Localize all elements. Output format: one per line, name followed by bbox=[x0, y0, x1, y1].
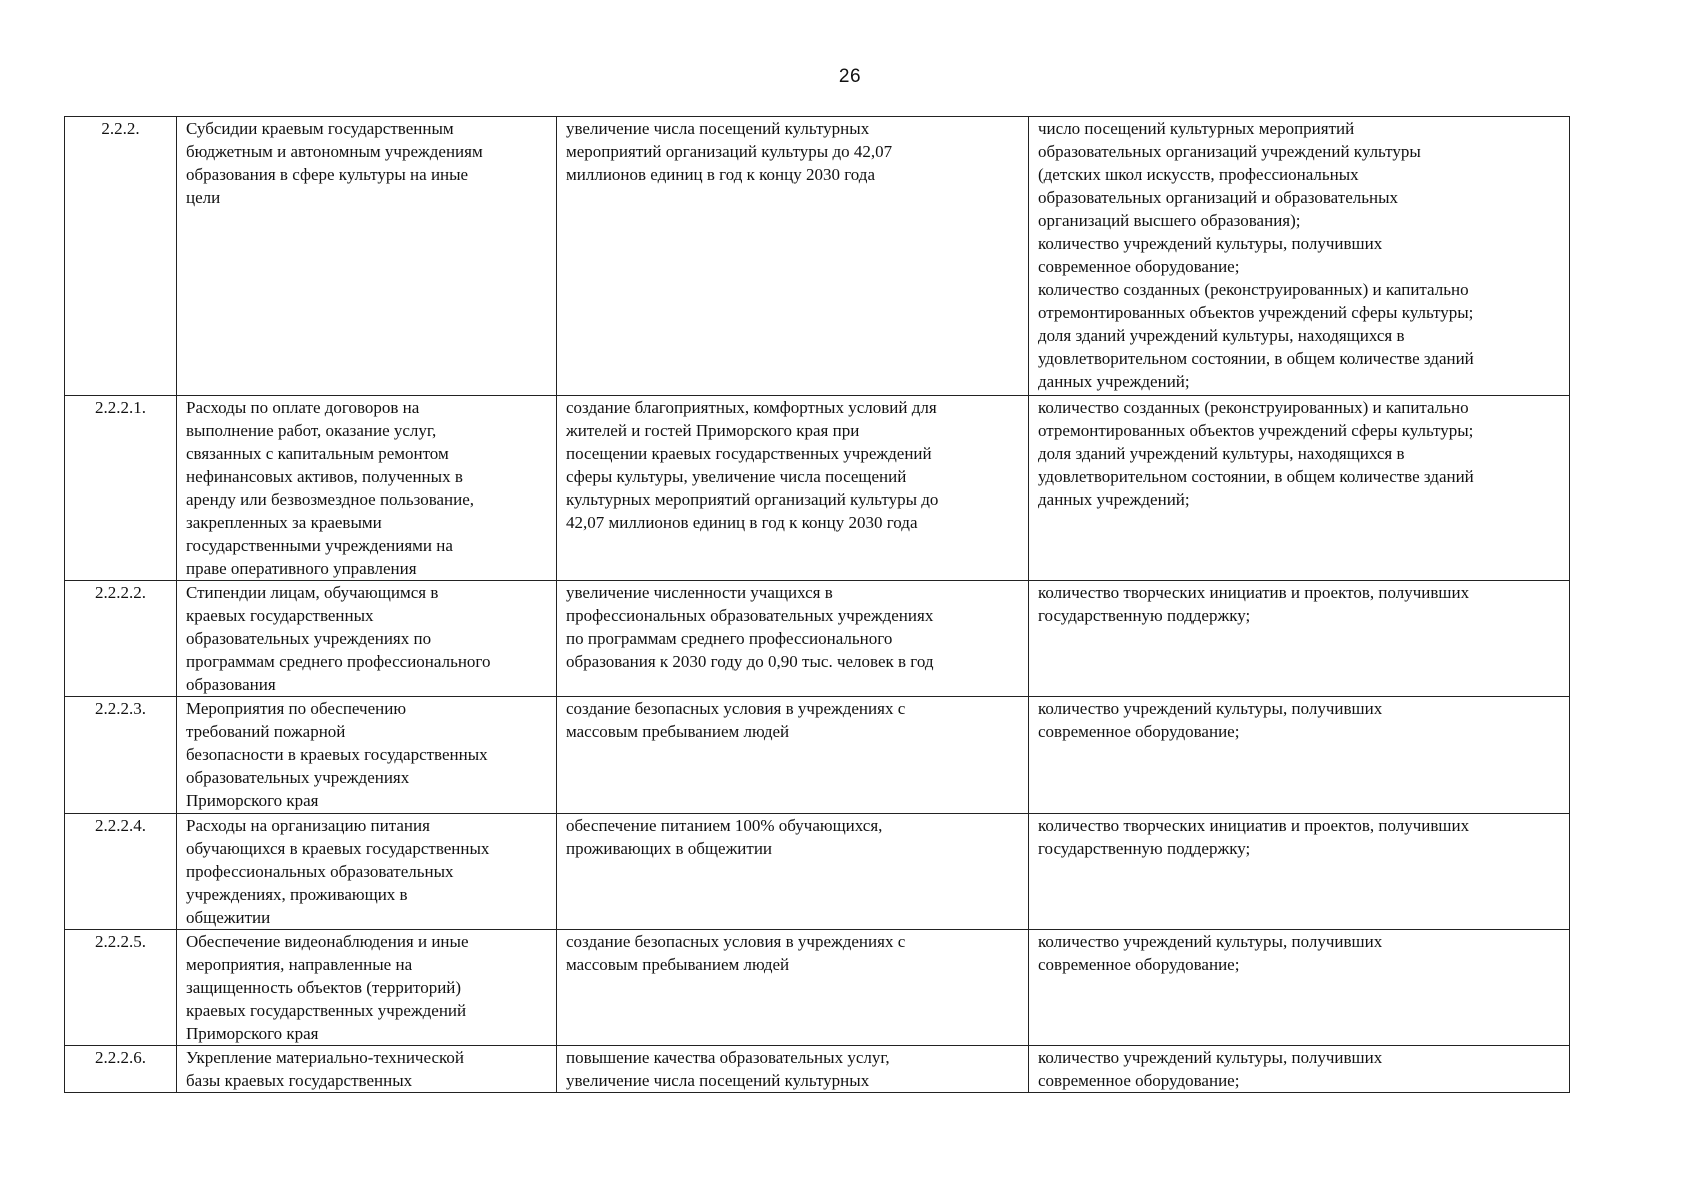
item-expected-result: создание безопасных условия в учреждениях с массовым пребыванием людей bbox=[557, 697, 1029, 814]
item-expected-result: создание безопасных условия в учреждениях с массовым пребыванием людей bbox=[557, 930, 1029, 1046]
table-row bbox=[65, 697, 1570, 814]
item-number: 2.2.2. bbox=[65, 117, 177, 396]
table-row bbox=[65, 930, 1570, 1046]
table-row bbox=[65, 396, 1570, 581]
item-name: Обеспечение видеонаблюдения и иные мероприятия, направленные на защищенность объектов (территорий) краевых государственных учреждений Приморского края bbox=[177, 930, 557, 1046]
table-row bbox=[65, 814, 1570, 930]
program-measures-table bbox=[64, 116, 1570, 1093]
item-number: 2.2.2.3. bbox=[65, 697, 177, 814]
table-row bbox=[65, 117, 1570, 396]
item-indicators: количество учреждений культуры, получивших современное оборудование; bbox=[1029, 930, 1570, 1046]
item-number: 2.2.2.2. bbox=[65, 581, 177, 697]
item-indicators: количество учреждений культуры, получивших современное оборудование; bbox=[1029, 1046, 1570, 1093]
item-expected-result: повышение качества образовательных услуг, увеличение числа посещений культурных bbox=[557, 1046, 1029, 1093]
item-name: Расходы по оплате договоров на выполнение работ, оказание услуг, связанных с капитальным ремонтом нефинансовых активов, полученных в аренду или безвозмездное пользование, закрепленных за краевыми государственными учреждениями на праве оперативного управления bbox=[177, 396, 557, 581]
item-expected-result: увеличение числа посещений культурных мероприятий организаций культуры до 42,07 миллионов единиц в год к концу 2030 года bbox=[557, 117, 1029, 396]
table-row bbox=[65, 581, 1570, 697]
table-row bbox=[65, 1046, 1570, 1093]
item-expected-result: увеличение численности учащихся в профессиональных образовательных учреждениях по программам среднего профессионального образования к 2030 году до 0,90 тыс. человек в год bbox=[557, 581, 1029, 697]
item-name: Расходы на организацию питания обучающихся в краевых государственных профессиональных образовательных учреждениях, проживающих в общежитии bbox=[177, 814, 557, 930]
item-indicators: число посещений культурных мероприятий образовательных организаций учреждений культуры (детских школ искусств, профессиональных образовательных организаций и образовательных организаций высшего образования); количество учреждений культуры, получивших современное оборудование; количество созданных (реконструированных) и капитально отремонтированных объектов учреждений сферы культуры; доля зданий учреждений культуры, находящихся в удовлетворительном состоянии, в общем количестве зданий данных учреждений; bbox=[1029, 117, 1570, 396]
item-number: 2.2.2.6. bbox=[65, 1046, 177, 1093]
item-name: Мероприятия по обеспечению требований пожарной безопасности в краевых государственных образовательных учреждениях Приморского края bbox=[177, 697, 557, 814]
item-number: 2.2.2.1. bbox=[65, 396, 177, 581]
item-expected-result: обеспечение питанием 100% обучающихся, проживающих в общежитии bbox=[557, 814, 1029, 930]
item-number: 2.2.2.5. bbox=[65, 930, 177, 1046]
item-number: 2.2.2.4. bbox=[65, 814, 177, 930]
item-indicators: количество учреждений культуры, получивших современное оборудование; bbox=[1029, 697, 1570, 814]
item-indicators: количество творческих инициатив и проектов, получивших государственную поддержку; bbox=[1029, 581, 1570, 697]
item-name: Укрепление материально-технической базы краевых государственных bbox=[177, 1046, 557, 1093]
page-number: 26 bbox=[838, 66, 862, 87]
item-indicators: количество творческих инициатив и проектов, получивших государственную поддержку; bbox=[1029, 814, 1570, 930]
item-name: Стипендии лицам, обучающимся в краевых государственных образовательных учреждениях по программам среднего профессионального образования bbox=[177, 581, 557, 697]
item-expected-result: создание благоприятных, комфортных условий для жителей и гостей Приморского края при посещении краевых государственных учреждений сферы культуры, увеличение числа посещений культурных мероприятий организаций культуры до 42,07 миллионов единиц в год к концу 2030 года bbox=[557, 396, 1029, 581]
item-name: Субсидии краевым государственным бюджетным и автономным учреждениям образования в сфере культуры на иные цели bbox=[177, 117, 557, 396]
item-indicators: количество созданных (реконструированных) и капитально отремонтированных объектов учреждений сферы культуры; доля зданий учреждений культуры, находящихся в удовлетворительном состоянии, в общем количестве зданий данных учреждений; bbox=[1029, 396, 1570, 581]
